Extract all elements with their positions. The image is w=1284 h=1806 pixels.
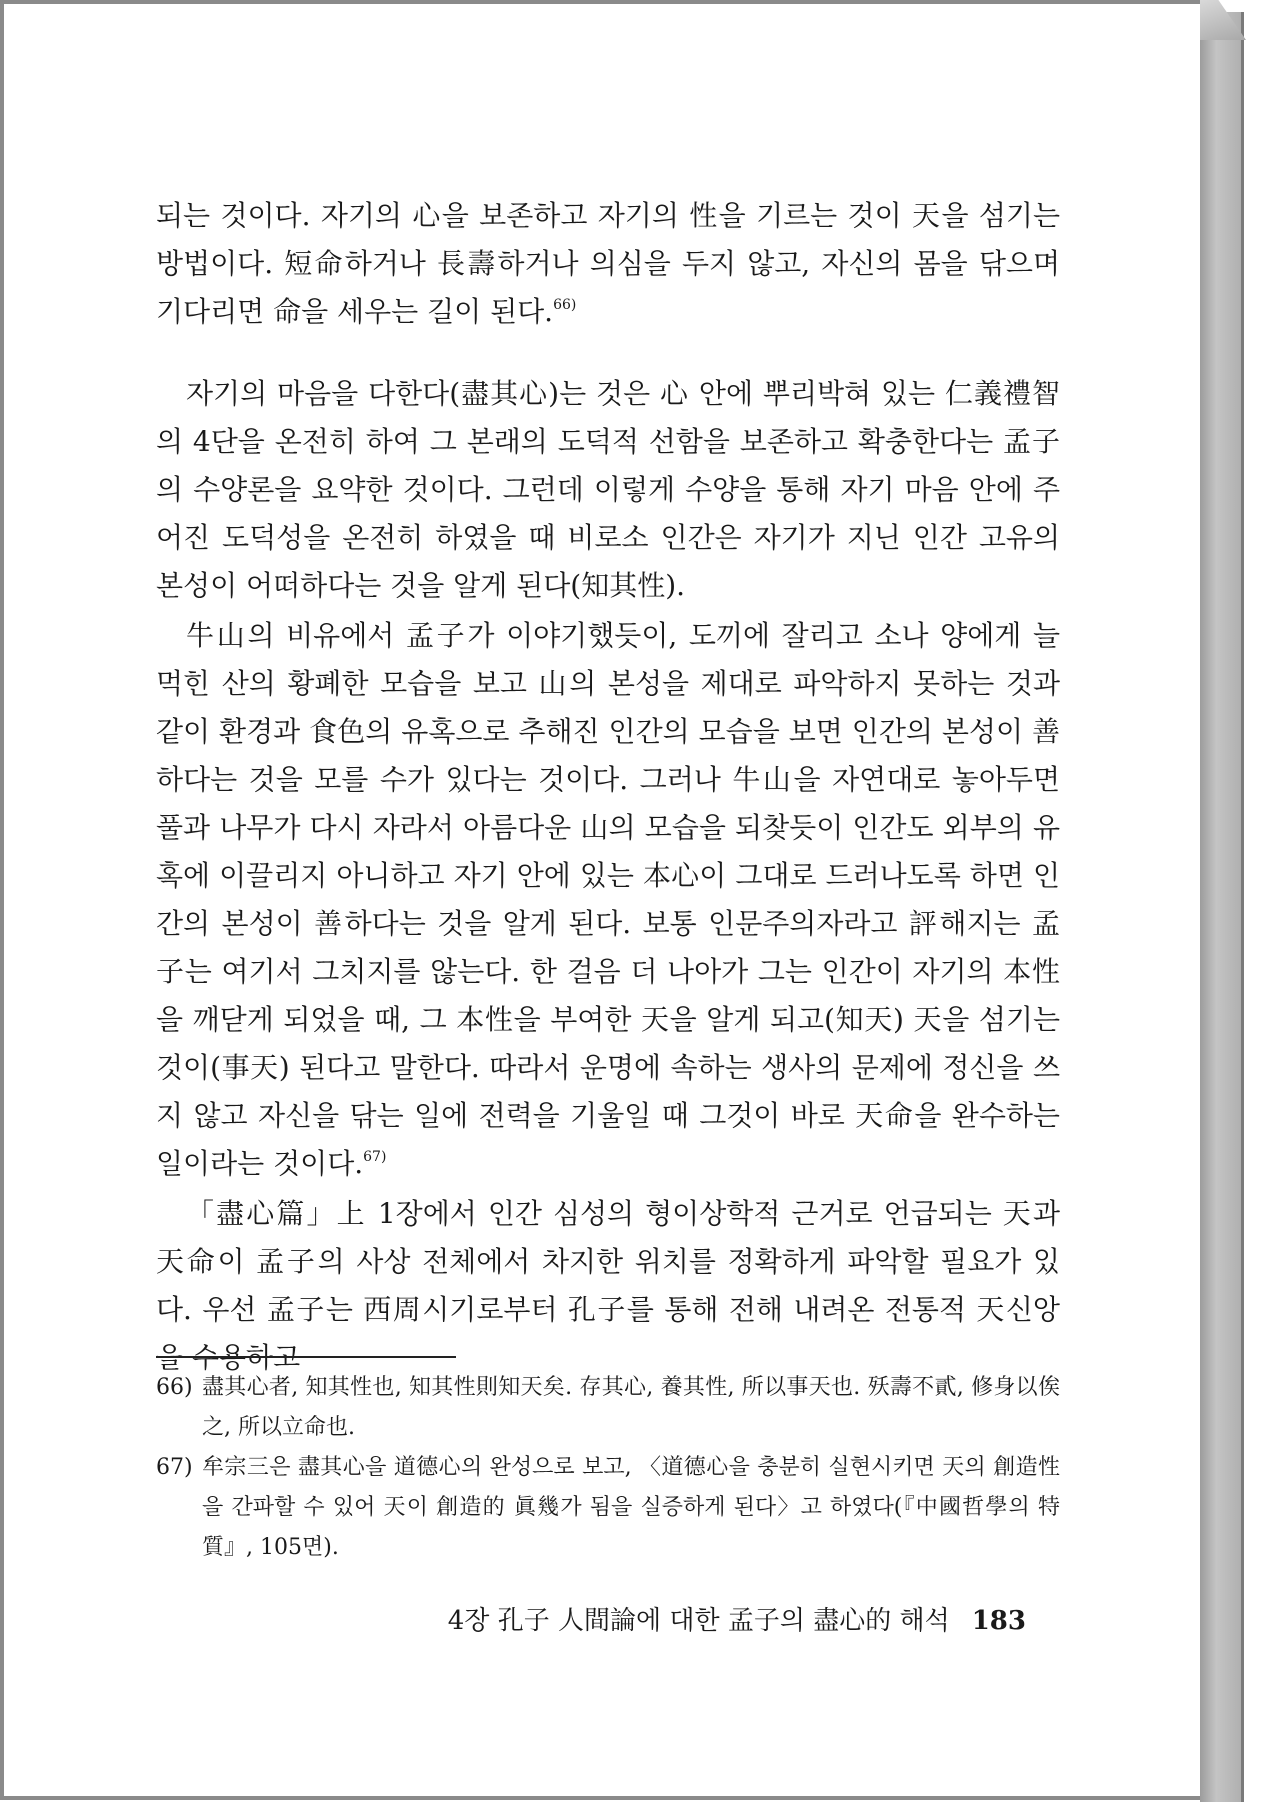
paragraph-text: 「盡心篇」上 1장에서 인간 심성의 형이상학적 근거로 언급되는 天과 天命이 孟子의 사상 전체에서 차지한 위치를 정확하게 파악할 필요가 있다. 우선 孟子는 西周시기로부터 孔子를 통해 전해 내려온 전통적 天신앙을 수용하고 [156, 1197, 1060, 1374]
footnote-number: 67) [156, 1455, 193, 1480]
quote-text: 되는 것이다. 자기의 心을 보존하고 자기의 性을 기르는 것이 天을 섬기는 방법이다. 短命하거나 長壽하거나 의심을 두지 않고, 자신의 몸을 닦으며 기다리면 命을 세우는 길이 된다. [156, 199, 1060, 328]
main-text [156, 370, 1060, 1384]
footnote-text: 牟宗三은 盡其心을 道德心의 완성으로 보고, 〈道德心을 충분히 실현시키면 天의 創造性을 간파할 수 있어 天이 創造的 眞幾가 됨을 실증하게 된다〉고 하였다(『中國哲學의 特質』, 105면). [202, 1455, 1060, 1560]
footnotes [156, 1368, 1060, 1568]
page-number: 183 [971, 1606, 1026, 1636]
footnote-67 [156, 1448, 1060, 1568]
paragraph-2 [156, 612, 1060, 1188]
paragraph-3 [156, 1190, 1060, 1382]
paragraph-text: 자기의 마음을 다한다(盡其心)는 것은 心 안에 뿌리박혀 있는 仁義禮智의 4단을 온전히 하여 그 본래의 도덕적 선함을 보존하고 확충한다는 孟子의 수양론을 요약한 것이다. 그런데 이렇게 수양을 통해 자기 마음 안에 주어진 도덕성을 온전히 하였을 때 비로소 인간은 자기가 지닌 인간 고유의 본성이 어떠하다는 것을 알게 된다(知其性). [156, 377, 1060, 602]
block-quote [156, 192, 1060, 336]
paragraph-1 [156, 370, 1060, 610]
footnote-separator [156, 1356, 456, 1358]
footnote-66 [156, 1368, 1060, 1448]
footnote-text: 盡其心者, 知其性也, 知其性則知天矣. 存其心, 養其性, 所以事天也. 殀壽不貳, 修身以俟之, 所以立命也. [202, 1375, 1060, 1440]
footnote-number: 66) [156, 1375, 193, 1400]
running-title: 4장 孔子 人間論에 대한 孟子의 盡心的 해석 [447, 1606, 950, 1636]
footnote-ref-66: 66) [553, 297, 577, 313]
page-stack-edge [1200, 12, 1244, 1802]
running-footer [156, 1600, 1026, 1637]
quote-paragraph [156, 192, 1060, 336]
footnote-ref-67: 67) [363, 1149, 387, 1165]
paragraph-text: 牛山의 비유에서 孟子가 이야기했듯이, 도끼에 잘리고 소나 양에게 늘 먹힌 산의 황폐한 모습을 보고 山의 본성을 제대로 파악하지 못하는 것과 같이 환경과 食色의 유혹으로 추해진 인간의 모습을 보면 인간의 본성이 善하다는 것을 모를 수가 있다는 것이다. 그러나 牛山을 자연대로 놓아두면 풀과 나무가 다시 자라서 아름다운 山의 모습을 되찾듯이 인간도 외부의 유혹에 이끌리지 아니하고 자기 안에 있는 本心이 그대로 드러나도록 하면 인간의 본성이 善하다는 것을 알게 된다. 보통 인문주의자라고 評해지는 孟子는 여기서 그치지를 않는다. 한 걸음 더 나아가 그는 인간이 자기의 本性을 깨닫게 되었을 때, 그 本性을 부여한 天을 알게 되고(知天) 天을 섬기는 것이(事天) 된다고 말한다. 따라서 운명에 속하는 생사의 문제에 정신을 쓰지 않고 자신을 닦는 일에 전력을 기울일 때 그것이 바로 天命을 완수하는 일이라는 것이다. [156, 619, 1060, 1180]
